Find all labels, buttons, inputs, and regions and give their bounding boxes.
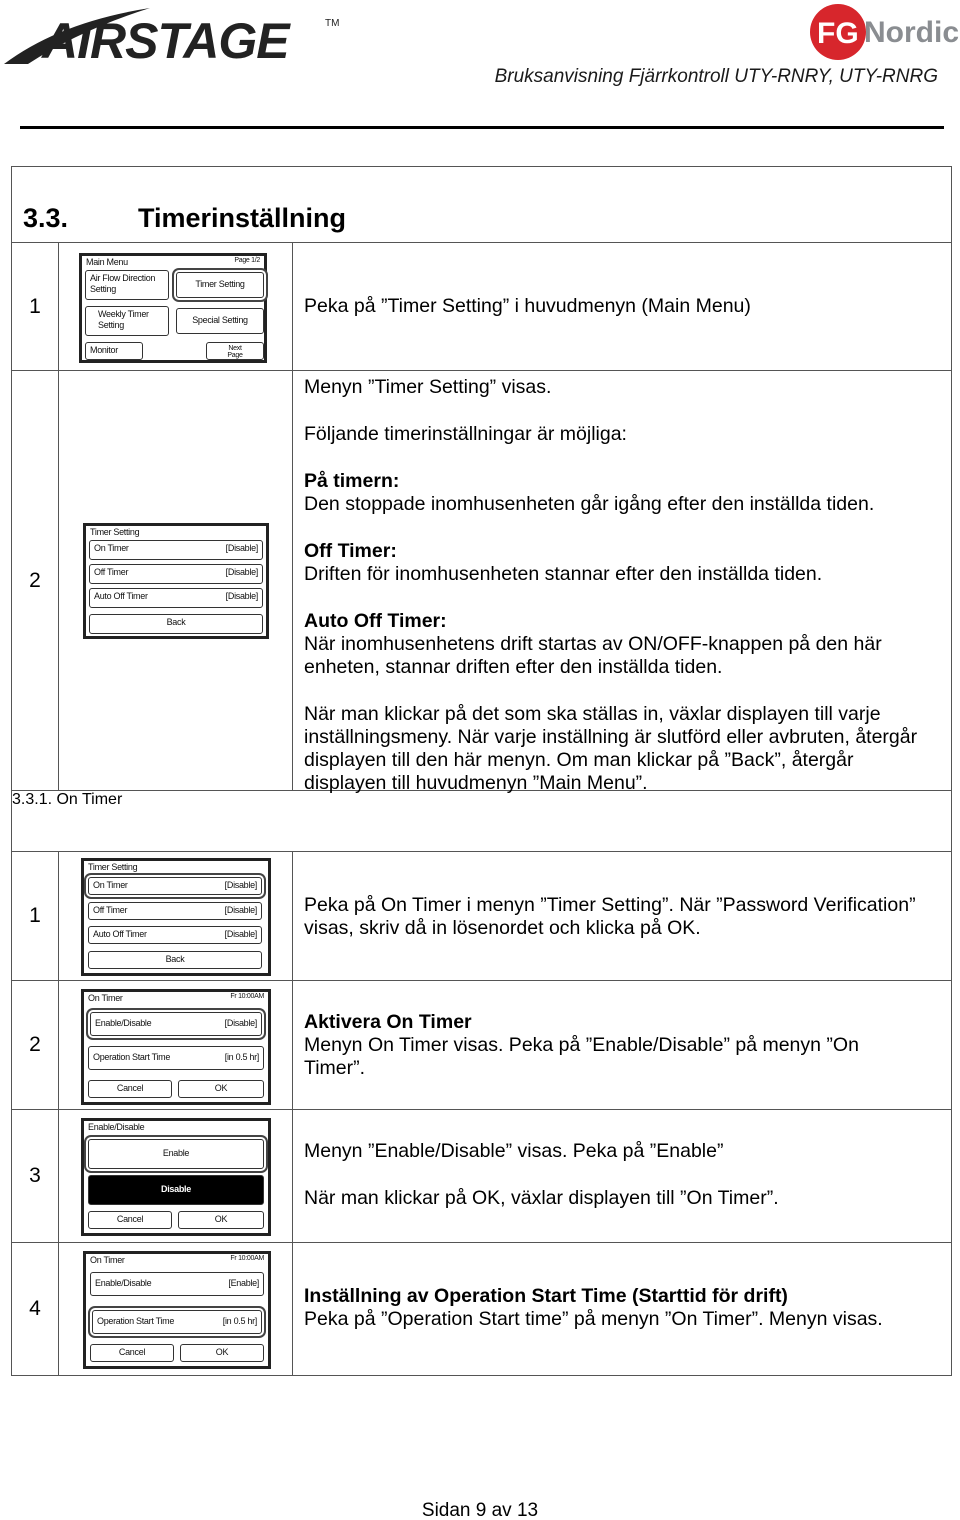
screen-title: Timer Setting [90,527,140,537]
subheading: Inställning av Operation Start Time (Starttid för drift) [304,1285,788,1307]
off-timer-row-button[interactable] [88,902,262,920]
section-title: Timerinställning [138,203,347,233]
document-subtitle: Bruksanvisning Fjärrkontroll UTY-RNRY, UTY-RNRG [494,66,938,87]
subsection-title: On Timer [56,791,123,808]
paragraph-line: visas, skriv då in lösenordet och klicka på OK. [304,917,701,939]
row-value: [Disable] [224,929,257,939]
button-label: Next [228,345,242,352]
step-image-cell [59,1110,293,1242]
step-image-cell [59,371,293,790]
paragraph-line: inställningsmeny. När varje inställning är slutförd eller avbruten, återgår [304,726,918,748]
subheading: Off Timer: [304,540,397,562]
airstage-wordmark: AIRSTAGE [42,13,289,68]
row-label: Enable/Disable [95,1018,152,1028]
instruction-table [11,166,952,1376]
paragraph-line: displayen till den här menyn. Om man klickar på ”Back”, återgår [304,749,854,771]
step-number: 1 [12,852,59,980]
row-label: Operation Start Time [97,1316,175,1326]
paragraph-line: Peka på On Timer i menyn ”Timer Setting”. När ”Password Verification” [304,894,916,916]
subsection-heading-row [12,791,951,852]
air-flow-direction-button[interactable] [85,270,169,300]
step-image-cell [59,852,293,980]
airstage-logo [0,2,345,68]
paragraph-line: Menyn On Timer visas. Peka på ”Enable/Disable” på menyn ”On [304,1034,859,1056]
on-timer-screen [81,989,271,1105]
row-value: [in 0.5 hr] [224,1052,259,1062]
step-image-cell [59,981,293,1109]
paragraph-line: När inomhusenhetens drift startas av ON/OFF-knappen på den här [304,633,882,655]
row-value: [Disable] [225,567,258,577]
step-image-cell [59,1243,293,1375]
row-label: Auto Off Timer [94,591,148,601]
step-text [293,1110,951,1242]
paragraph-line: När man klickar på det som ska ställas in, växlar displayen till varje [304,703,881,725]
step-row [12,981,951,1110]
screen-title: On Timer [90,1255,125,1265]
subsection-heading [12,791,953,852]
button-label: Weekly Timer [98,309,149,319]
operation-start-time-row-button[interactable] [92,1310,262,1334]
row-label: Auto Off Timer [93,929,147,939]
step-image-cell [59,243,293,370]
row-label: On Timer [94,543,129,553]
trademark-mark: TM [325,18,340,29]
enable-button[interactable]: Enable [88,1139,264,1169]
timer-setting-screen [81,858,271,976]
enable-disable-row-button[interactable] [90,1012,262,1036]
step-text [293,1243,951,1375]
weekly-timer-button[interactable] [85,306,169,336]
row-value: [Disable] [225,543,258,553]
cancel-button[interactable]: Cancel [90,1344,174,1362]
timer-setting-screen [83,523,269,639]
step-row [12,1243,951,1375]
subheading: Aktivera On Timer [304,1011,472,1033]
row-value: [Enable] [228,1278,259,1288]
operation-start-time-row-button[interactable] [88,1046,264,1070]
header-divider [20,126,944,129]
step-number: 2 [12,371,59,790]
row-value: [in 0.5 hr] [222,1316,257,1326]
step-row [12,243,951,371]
step-row [12,852,951,981]
enable-disable-screen [81,1118,271,1236]
step-text [293,981,951,1109]
paragraph-line: Peka på ”Operation Start time” på menyn ”On Timer”. Menyn visas. [304,1308,883,1330]
step-number: 4 [12,1243,59,1375]
next-page-button[interactable] [206,342,264,360]
disable-button[interactable]: Disable [88,1175,264,1205]
screen-title: On Timer [88,993,123,1003]
step-number: 1 [12,243,59,370]
screen-clock: Fr 10:00AM [230,1255,264,1262]
row-label: On Timer [93,880,128,890]
step-number: 3 [12,1110,59,1242]
timer-setting-button[interactable]: Timer Setting [176,272,264,298]
monitor-button[interactable]: Monitor [85,342,143,360]
on-timer-screen [83,1251,271,1369]
step-instruction: Peka på ”Timer Setting” i huvudmenyn (Main Menu) [304,295,751,317]
back-button[interactable]: Back [89,614,263,634]
paragraph: Driften för inomhusenheten stannar efter den inställda tiden. [304,563,823,585]
step-row [12,371,951,794]
screen-clock: Fr 10:00AM [230,993,264,1000]
section-heading-row [12,167,951,243]
paragraph: Den stoppade inomhusenheten går igång efter den inställda tiden. [304,493,875,515]
screen-page-indicator: Page 1/2 [234,257,260,264]
row-value: [Disable] [224,880,257,890]
button-label: Setting [98,320,124,330]
paragraph: Menyn ”Enable/Disable” visas. Peka på ”Enable” [304,1140,724,1162]
row-label: Off Timer [94,567,129,577]
row-label: Off Timer [93,905,128,915]
fg-nordic-logo [806,0,960,64]
button-label: Setting [90,284,116,294]
step-row [12,1110,951,1243]
row-value: [Disable] [224,905,257,915]
paragraph-line: displayen till huvudmenyn ”Main Menu”. [304,772,648,794]
step-number: 2 [12,981,59,1109]
screen-title: Timer Setting [88,862,138,872]
step-text [293,852,951,980]
on-timer-row-button[interactable] [88,877,262,895]
enable-disable-row-button[interactable] [90,1272,264,1296]
subsection-number: 3.3.1. [12,791,53,808]
row-value: [Disable] [225,591,258,601]
cancel-button[interactable]: Cancel [88,1211,172,1229]
page-footer: Sidan 9 av 13 [421,1500,539,1520]
subheading: Auto Off Timer: [304,610,447,632]
ok-button[interactable]: OK [178,1080,264,1098]
paragraph-line: enheten, stannar driften efter den inställda tiden. [304,656,723,678]
step-text [293,243,951,370]
special-setting-button[interactable]: Special Setting [176,308,264,334]
back-button[interactable]: Back [88,951,262,969]
paragraph: Följande timerinställningar är möjliga: [304,423,627,445]
main-menu-screen [79,253,267,363]
screen-title: Main Menu [86,257,128,267]
paragraph-line: Timer”. [304,1057,366,1079]
row-label: Enable/Disable [95,1278,152,1288]
fg-mark: FG [817,17,859,50]
section-number: 3.3. [23,203,69,233]
row-label: Operation Start Time [93,1052,171,1062]
nordic-mark: Nordic [864,16,960,49]
paragraph: När man klickar på OK, växlar displayen till ”On Timer”. [304,1187,779,1209]
screen-title: Enable/Disable [88,1122,145,1132]
button-label: Page [227,352,243,359]
off-timer-row-button[interactable] [89,564,263,584]
row-value: [Disable] [224,1018,257,1028]
cancel-button[interactable]: Cancel [88,1080,172,1098]
paragraph: Menyn ”Timer Setting” visas. [304,376,552,398]
auto-off-timer-row-button[interactable] [89,588,263,608]
step-text [293,371,951,794]
ok-button[interactable]: OK [178,1211,264,1229]
auto-off-timer-row-button[interactable] [88,926,262,944]
ok-button[interactable]: OK [180,1344,264,1362]
button-label: Air Flow Direction [90,273,156,283]
subheading: På timern: [304,470,400,492]
on-timer-row-button[interactable] [89,540,263,560]
